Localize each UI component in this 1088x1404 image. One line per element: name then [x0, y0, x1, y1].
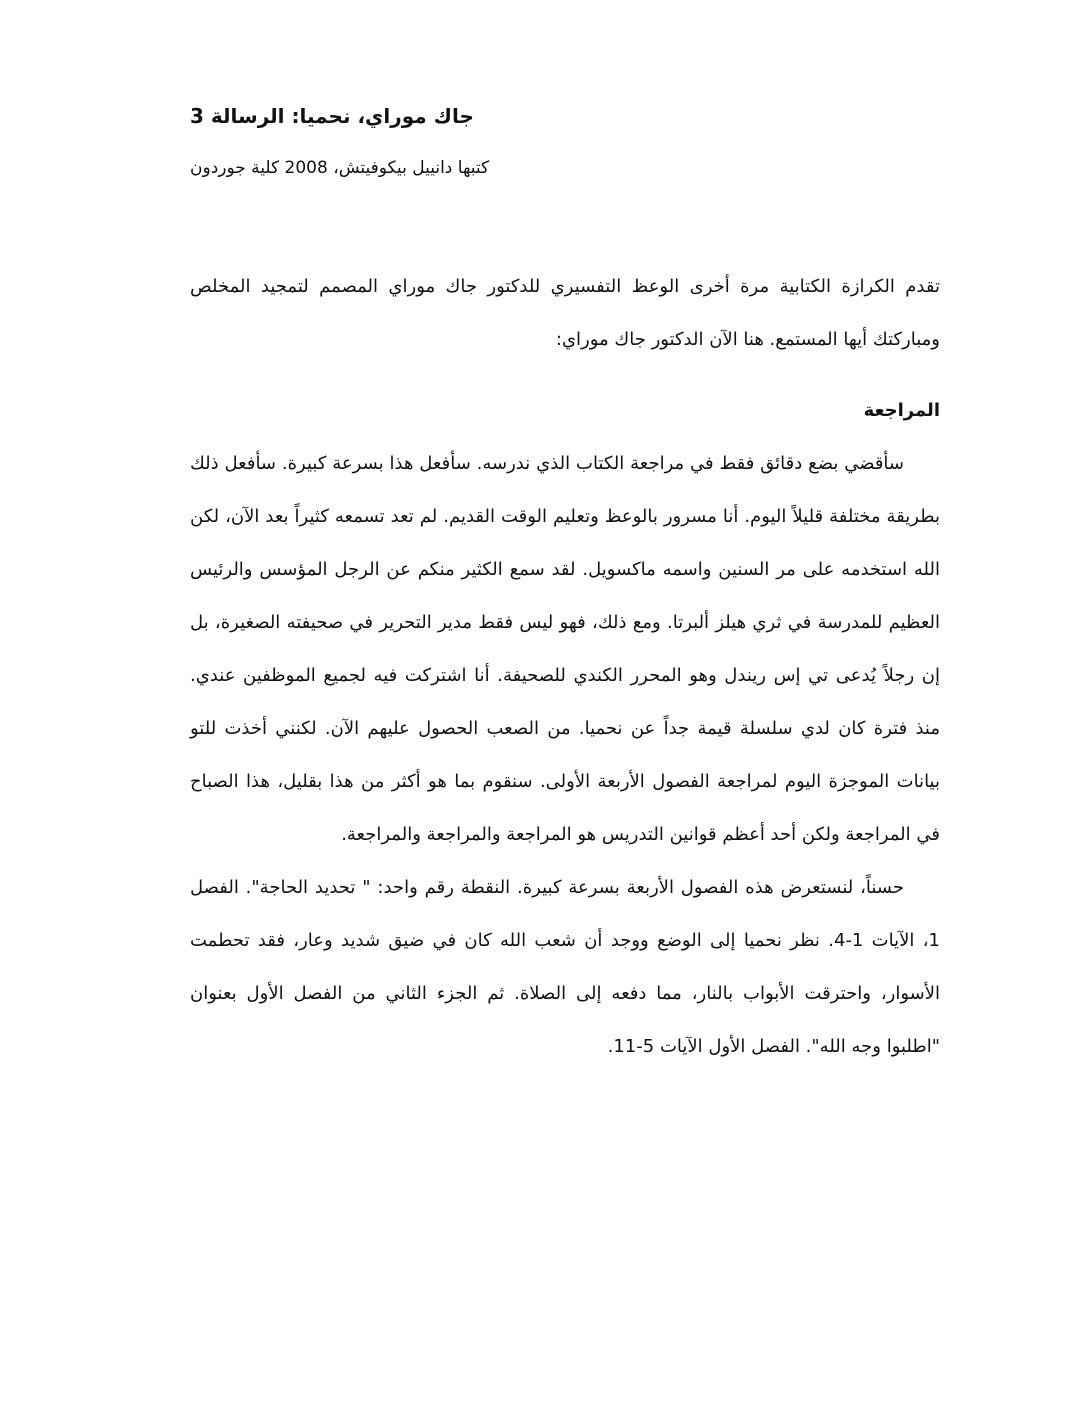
body-paragraph-1: سأقضي بضع دقائق فقط في مراجعة الكتاب الذي ندرسه. سأفعل هذا بسرعة كبيرة. سأفعل ذلك بطريقة مختلفة قليلاً اليوم. أنا مسرور بالوعظ وتعليم الوقت القديم. لم تعد تسمعه كثيراً بعد الآن، لكن الله استخدمه على مر السنين واسمه ماكسويل. لقد سمع الكثير منكم عن الرجل المؤسس والرئيس العظيم للمدرسة في ثري هيلز ألبرتا. ومع ذلك، فهو ليس فقط مدير التحرير في صحيفته الصغيرة، بل إن رجلاً يُدعى تي إس ريندل وهو المحرر الكندي للصحيفة. أنا اشتركت فيه لجميع الموظفين عندي. منذ فترة كان لدي سلسلة قيمة جداً عن نحميا. من الصعب الحصول عليهم الآن. لكنني أخذت للتو بيانات الموجزة اليوم لمراجعة الفصول الأربعة الأولى. سنقوم بما هو أكثر من هذا بقليل، هذا الصباح في المراجعة ولكن أحد أعظم قوانين التدريس هو المراجعة والمراجعة والمراجعة. [190, 453, 940, 845]
intro-paragraph: تقدم الكرازة الكتابية مرة أخرى الوعظ التفسيري للدكتور جاك موراي المصمم لتمجيد المخلص ومباركتك أيها المستمع. هنا الآن الدكتور جاك موراي: [190, 276, 940, 350]
document-title: جاك موراي، نحميا: الرسالة 3 [190, 104, 474, 128]
section-heading: المراجعة [863, 400, 940, 421]
author-line: كتبها دانييل بيكوفيتش، 2008 كلية جوردون [190, 158, 490, 178]
document-body [190, 100, 940, 1073]
body-paragraph-2: حسناً، لنستعرض هذه الفصول الأربعة بسرعة كبيرة. النقطة رقم واحد: " تحديد الحاجة". الفصل 1، الآيات 1-4. نظر نحميا إلى الوضع ووجد أن شعب الله كان في ضيق شديد وعار، فقد تحطمت الأسوار، واحترقت الأبواب بالنار، مما دفعه إلى الصلاة. ثم الجزء الثاني من الفصل الأول بعنوان "اطلبوا وجه الله". الفصل الأول الآيات 5-11. [190, 877, 940, 1057]
